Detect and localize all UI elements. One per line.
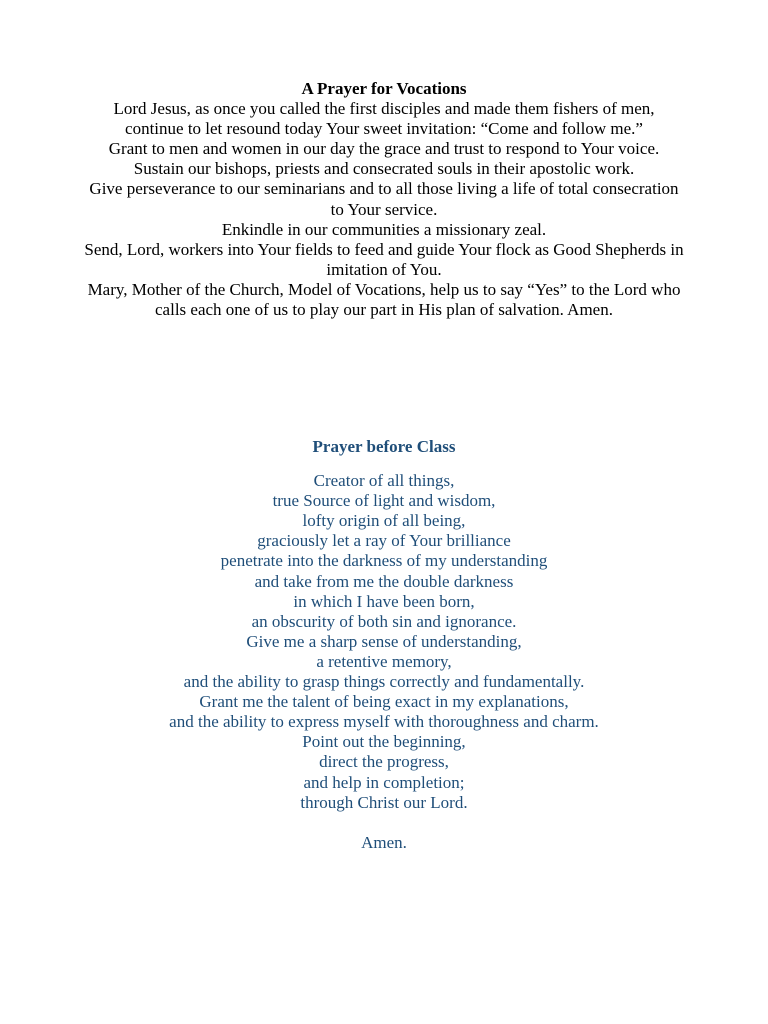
vocations-paragraph: Sustain our bishops, priests and consecrated souls in their apostolic work.: [133, 159, 635, 179]
class-prayer-line: direct the progress,: [319, 752, 449, 772]
class-prayer-line: and help in completion;: [303, 772, 465, 792]
vocations-paragraph: Send, Lord, workers into Your fields to feed and guide Your flock as Good Shepherds in imitation of You.: [84, 239, 684, 279]
class-prayer-line: graciously let a ray of Your brilliance: [257, 531, 511, 551]
class-prayer-line: Creator of all things,: [313, 471, 455, 491]
class-prayer-amen: Amen.: [361, 832, 407, 852]
vocations-paragraph: Enkindle in our communities a missionary zeal.: [221, 219, 547, 239]
class-prayer-line: in which I have been born,: [293, 591, 475, 611]
class-prayer-line: through Christ our Lord.: [300, 792, 468, 812]
vocations-paragraph: Lord Jesus, as once you called the first disciples and made them fishers of men, continue to let resound today Your sweet invitation: “Come and follow me.”: [113, 99, 655, 139]
vocations-prayer-title: A Prayer for Vocations: [301, 79, 467, 98]
class-prayer-line: Point out the beginning,: [302, 732, 466, 752]
class-prayer-line: a retentive memory,: [316, 651, 452, 671]
vocations-paragraph: Mary, Mother of the Church, Model of Vocations, help us to say “Yes” to the Lord who calls each one of us to play our part in His plan of salvation. Amen.: [87, 279, 681, 320]
class-prayer-line: Grant me the talent of being exact in my explanations,: [199, 692, 569, 712]
vocations-paragraph: Grant to men and women in our day the grace and trust to respond to Your voice.: [108, 139, 660, 159]
class-prayer-line: an obscurity of both sin and ignorance.: [251, 611, 517, 631]
class-prayer-line: lofty origin of all being,: [302, 511, 466, 531]
class-prayer-line: Give me a sharp sense of understanding,: [246, 631, 522, 651]
class-prayer-line: and the ability to grasp things correctly and fundamentally.: [183, 672, 585, 692]
class-prayer-line: and take from me the double darkness: [254, 571, 514, 591]
class-prayer-line: penetrate into the darkness of my understanding: [220, 551, 548, 571]
class-prayer-line: and the ability to express myself with thoroughness and charm.: [169, 712, 599, 732]
class-prayer-title: Prayer before Class: [312, 437, 456, 456]
vocations-prayer: [84, 79, 684, 320]
class-prayer-line: true Source of light and wisdom,: [272, 491, 496, 511]
class-prayer: [84, 437, 684, 853]
vocations-paragraph: Give perseverance to our seminarians and to all those living a life of total consecration to Your service.: [89, 179, 679, 219]
